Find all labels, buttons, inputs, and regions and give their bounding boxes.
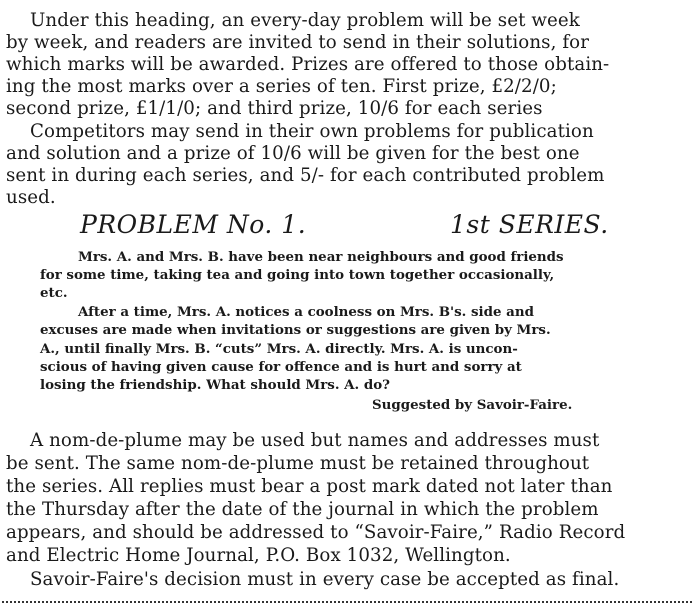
intro-line: ing the most marks over a series of ten. First prize, £2/2/0; bbox=[6, 76, 557, 97]
problem-line: excuses are made when invitations or suggestions are given by Mrs. bbox=[40, 322, 551, 338]
dotted-divider bbox=[2, 601, 692, 603]
problem-line: A., until finally Mrs. B. “cuts” Mrs. A. directly. Mrs. A. is uncon- bbox=[40, 341, 518, 357]
problem-line: After a time, Mrs. A. notices a coolness on Mrs. B's. side and bbox=[78, 304, 534, 320]
problem-line: Mrs. A. and Mrs. B. have been near neighbours and good friends bbox=[78, 249, 564, 265]
intro-line: second prize, £1/1/0; and third prize, 10/6 for each series bbox=[6, 98, 543, 119]
rules-line: the series. All replies must bear a post mark dated not later than bbox=[6, 476, 613, 497]
rules-line: and Electric Home Journal, P.O. Box 1032, Wellington. bbox=[6, 545, 511, 566]
problem-line: etc. bbox=[40, 285, 68, 301]
rules-line: A nom-de-plume may be used but names and addresses must bbox=[30, 430, 600, 451]
problem-line: losing the friendship. What should Mrs. A. do? bbox=[40, 377, 391, 393]
rules-line: be sent. The same nom-de-plume must be retained throughout bbox=[6, 453, 590, 474]
problem-title: PROBLEM No. 1. bbox=[80, 210, 307, 239]
rules-line: the Thursday after the date of the journal in which the problem bbox=[6, 499, 599, 520]
problem-line: for some time, taking tea and going into town together occasionally, bbox=[40, 267, 555, 283]
intro-line: Competitors may send in their own problems for publication bbox=[30, 121, 594, 142]
intro-line: and solution and a prize of 10/6 will be given for the best one bbox=[6, 143, 580, 164]
problem-heading bbox=[80, 210, 620, 239]
rules-line: Savoir-Faire's decision must in every case be accepted as final. bbox=[30, 569, 620, 590]
intro-line: which marks will be awarded. Prizes are offered to those obtain- bbox=[6, 54, 610, 75]
intro-line: used. bbox=[6, 187, 56, 208]
intro-line: sent in during each series, and 5/- for each contributed problem bbox=[6, 165, 605, 186]
problem-credit: Suggested by Savoir-Faire. bbox=[372, 397, 573, 413]
series-label: 1st SERIES. bbox=[450, 210, 609, 239]
intro-line: by week, and readers are invited to send in their solutions, for bbox=[6, 32, 590, 53]
rules-line: appears, and should be addressed to “Savoir-Faire,” Radio Record bbox=[6, 522, 626, 543]
problem-line: scious of having given cause for offence and is hurt and sorry at bbox=[40, 359, 522, 375]
intro-line: Under this heading, an every-day problem will be set week bbox=[30, 10, 580, 31]
